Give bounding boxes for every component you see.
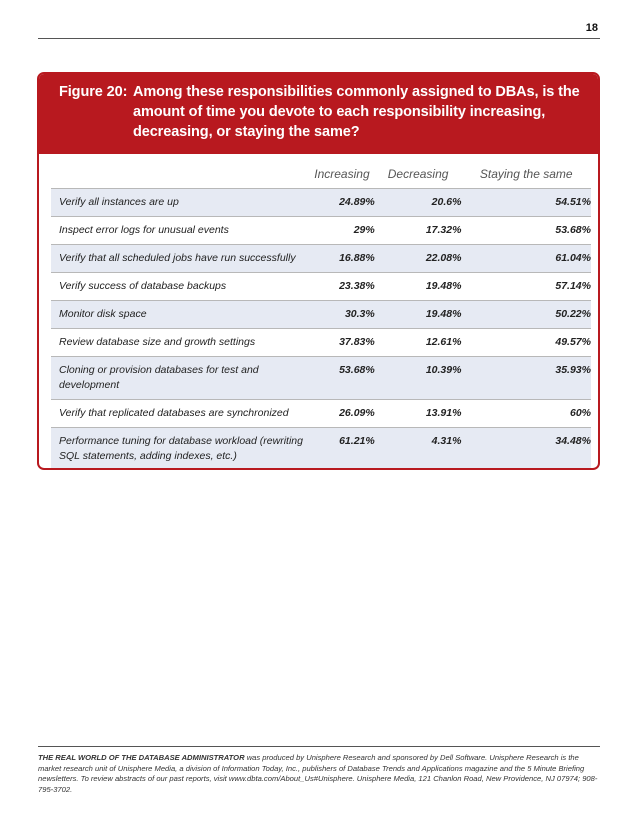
increasing-cell: 23.38% [339,280,375,292]
table-row [51,189,591,217]
figure-header [39,74,598,154]
figure-title: Among these responsibilities commonly assigned to DBAs, is the amount of time you devote to each responsibility increasing, decreasing, or staying the same? [133,84,580,140]
increasing-cell: 24.89% [339,196,375,208]
header-task [51,160,309,189]
decreasing-cell: 19.48% [425,280,462,292]
table-row [51,400,591,428]
same-cell: 61.04% [555,252,591,264]
task-cell: Verify all instances are up [59,196,179,208]
table-header-row [51,160,591,189]
decreasing-cell: 10.39% [425,364,462,376]
table-row [51,217,591,245]
figure-label: Figure 20: [59,84,128,100]
same-cell: 34.48% [555,435,591,447]
same-cell: 57.14% [555,280,591,292]
task-cell: Monitor disk space [59,308,147,320]
decreasing-cell: 12.61% [425,336,462,348]
footer-report-title: THE REAL WORLD OF THE DATABASE ADMINISTRATOR [38,753,245,762]
decreasing-cell: 22.08% [425,252,462,264]
header-staying-same: Staying the same [479,167,573,181]
increasing-cell: 16.88% [339,252,375,264]
task-cell: Performance tuning for database workload (rewriting SQL statements, adding indexes, etc.) [59,435,303,462]
decreasing-cell: 4.31% [431,435,462,447]
decreasing-cell: 17.32% [425,224,462,236]
footer-credits [38,753,600,795]
task-cell: Verify that replicated databases are synchronized [59,407,289,419]
top-divider [38,38,600,39]
table-row [51,428,591,471]
task-cell: Verify success of database backups [59,280,227,292]
increasing-cell: 37.83% [339,336,375,348]
table-row [51,329,591,357]
task-cell: Inspect error logs for unusual events [59,224,229,236]
header-increasing: Increasing [314,167,370,181]
table-row [51,273,591,301]
table-row [51,301,591,329]
same-cell: 35.93% [555,364,591,376]
task-cell: Verify that all scheduled jobs have run successfully [59,252,296,264]
same-cell: 50.22% [555,308,591,320]
increasing-cell: 30.3% [344,308,375,320]
table-row [51,245,591,273]
header-decreasing: Decreasing [387,167,449,181]
same-cell: 49.57% [555,336,591,348]
increasing-cell: 61.21% [339,435,375,447]
increasing-cell: 53.68% [339,364,375,376]
task-cell: Review database size and growth settings [59,336,256,348]
footer-text: was produced by Unisphere Research and sponsored by Dell Software. Unisphere Research is the market research unit of Unisphere Media, a division of Information Today, Inc., publishers of Database Trends and Applications magazine and the 5 Minute Briefing newsletters. To review abstracts of our past reports, visit www.dbta.com/About_Us#Unisphere. Unisphere Media, 121 Chanlon Road, New Providence, NJ 07974; 908-795-3702. [38,753,598,794]
footer-divider [38,746,600,747]
decreasing-cell: 20.6% [431,196,462,208]
task-cell: Cloning or provision databases for test and development [59,364,259,391]
figure-panel [37,72,600,470]
table-row [51,357,591,400]
decreasing-cell: 13.91% [425,407,462,419]
same-cell: 54.51% [555,196,591,208]
page-number: 18 [585,22,598,34]
increasing-cell: 26.09% [339,407,375,419]
same-cell: 53.68% [555,224,591,236]
decreasing-cell: 19.48% [425,308,462,320]
increasing-cell: 29% [353,224,375,236]
responsibility-table [51,160,591,470]
same-cell: 60% [569,407,591,419]
